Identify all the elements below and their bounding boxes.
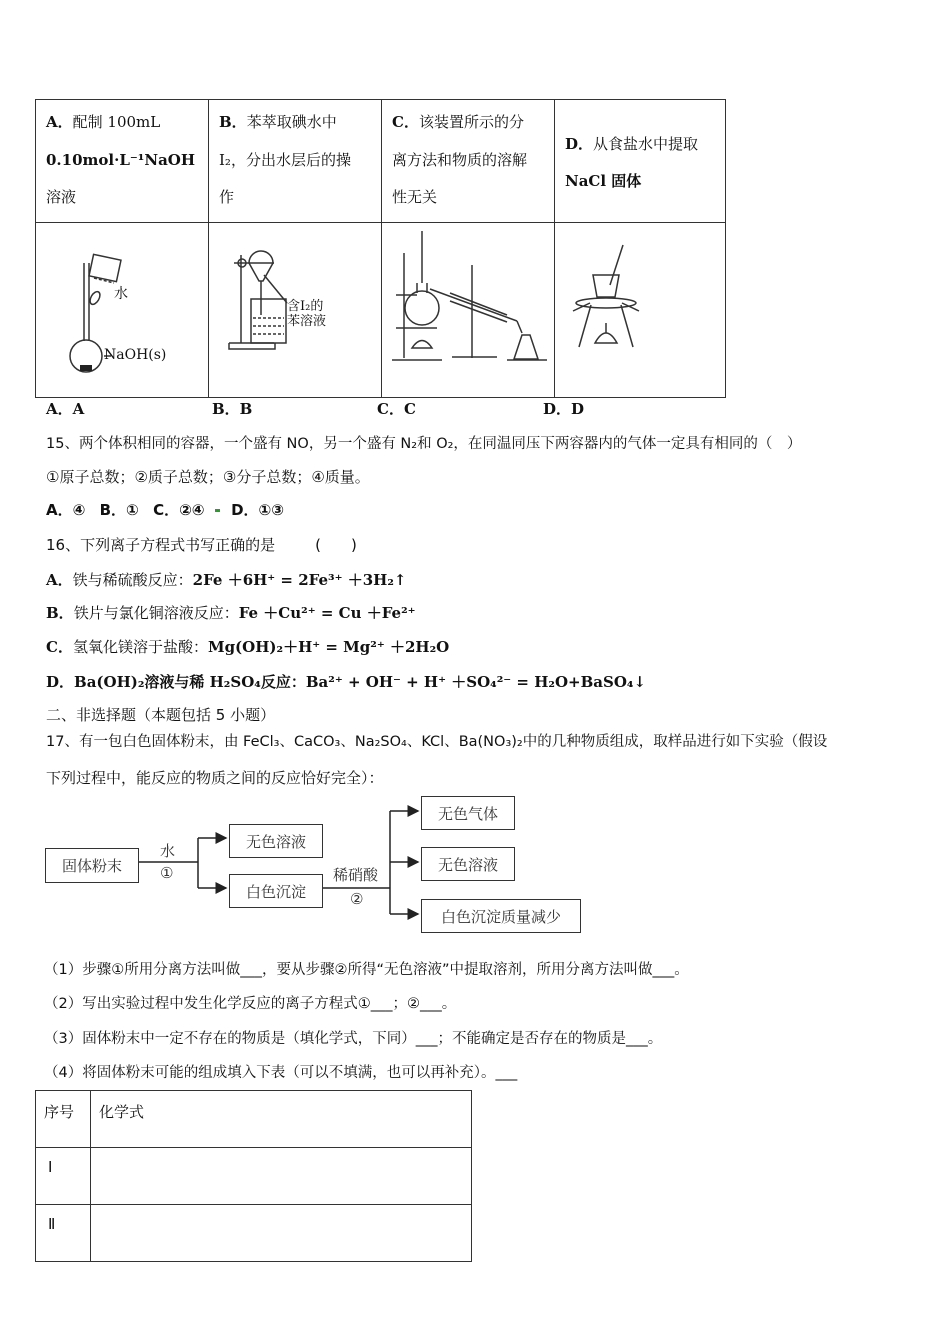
iodine-solution-label: 含I₂的 苯溶液 xyxy=(287,299,327,329)
q14-option-d-text: D．从食盐水中提取 NaCl 固体 xyxy=(555,100,726,223)
q14-option-b-text: B．苯萃取碘水中 I₂，分出水层后的操 作 xyxy=(209,100,382,223)
q17-sub-4: （4）将固体粉末可能的组成填入下表（可以不填满，也可以再补充）。___ xyxy=(44,1065,518,1081)
q17-composition-table xyxy=(35,1090,472,1262)
q15-stem: 15、两个体积相同的容器，一个盛有 NO，另一个盛有 N₂和 O₂，在同温同压下两容器内的气体一定具有相同的（ ） xyxy=(46,436,802,452)
flow-box-colorless-solution-2: 无色溶液 xyxy=(421,847,515,881)
q15-choice-c[interactable]: C．②④ xyxy=(153,501,205,519)
table-row xyxy=(36,1205,472,1262)
naoh-label: NaOH(s) xyxy=(104,347,167,363)
water-label: 水 xyxy=(114,286,128,302)
table-row xyxy=(36,1148,472,1205)
flow-box-colorless-gas: 无色气体 xyxy=(421,796,515,830)
q15-choice-b[interactable]: B．① xyxy=(99,501,139,519)
flow-step2-num: ② xyxy=(350,890,364,908)
flow-box-precipitate-mass-decrease: 白色沉淀质量减少 xyxy=(421,899,581,933)
q15-choice-a[interactable]: A．④ xyxy=(46,501,86,519)
flow-step1-num: ① xyxy=(160,864,174,882)
q17-sub-2: （2）写出实验过程中发生化学反应的离子方程式①___；②___。 xyxy=(44,996,457,1012)
q16-choice-d[interactable]: D．Ba(OH)₂溶液与稀 H₂SO₄反应：Ba²⁺ + OH⁻ + H⁺ ＋SO₄²⁻ = H₂O+BaSO₄↓ xyxy=(46,673,647,691)
q15-choice-d[interactable]: D．①③ xyxy=(231,501,284,519)
table-row-formula-input[interactable] xyxy=(91,1148,472,1205)
q17-stem-line2: 下列过程中，能反应的物质之间的反应恰好完全）： xyxy=(46,769,384,787)
q16-choice-c[interactable]: C．氢氧化镁溶于盐酸：Mg(OH)₂＋H⁺ = Mg²⁺ ＋2H₂O xyxy=(46,638,450,656)
flow-box-solid-powder: 固体粉末 xyxy=(45,848,139,883)
q14-choice-a[interactable]: A．A xyxy=(46,400,85,418)
q14-option-c-text: C．该装置所示的分 离方法和物质的溶解 性无关 xyxy=(382,100,555,223)
q14-choice-b[interactable]: B．B xyxy=(212,400,253,418)
q17-sub-3: （3）固体粉末中一定不存在的物质是（填化学式，下同）___；不能确定是否存在的物质是___。 xyxy=(44,1031,663,1047)
table-row-formula-input[interactable] xyxy=(91,1205,472,1262)
table-header-row xyxy=(36,1091,472,1148)
q14-option-a-text: A．配制 100mL 0.10mol·L⁻¹NaOH 溶液 xyxy=(36,100,209,223)
q16-stem: 16、下列离子方程式书写正确的是 ( ) xyxy=(46,536,357,554)
flow-step1-reagent: 水 xyxy=(160,842,176,860)
flow-box-white-precipitate: 白色沉淀 xyxy=(229,874,323,908)
q16-choice-a[interactable]: A．铁与稀硫酸反应：2Fe ＋6H⁺ = 2Fe³⁺ ＋3H₂↑ xyxy=(46,571,407,589)
table-row-index: Ⅱ xyxy=(36,1205,91,1262)
table-header-formula: 化学式 xyxy=(91,1091,472,1148)
section2-heading: 二、非选择题（本题包括 5 小题） xyxy=(46,706,276,724)
flow-step2-reagent: 稀硝酸 xyxy=(333,866,379,884)
q16-choice-b[interactable]: B．铁片与氯化铜溶液反应：Fe ＋Cu²⁺ = Cu ＋Fe²⁺ xyxy=(46,604,416,622)
q15-items: ①原子总数；②质子总数；③分子总数；④质量。 xyxy=(46,468,370,486)
q17-stem-line1: 17、有一包白色固体粉末，由 FeCl₃、CaCO₃、Na₂SO₄、KCl、Ba(NO₃)₂中的几种物质组成，取样品进行如下实验（假设 xyxy=(46,734,828,750)
flow-box-colorless-solution-1: 无色溶液 xyxy=(229,824,323,858)
q17-sub-1: （1）步骤①所用分离方法叫做___，要从步骤②所得“无色溶液”中提取溶剂，所用分离方法叫做___。 xyxy=(44,962,689,978)
q14-choice-c[interactable]: C．C xyxy=(377,400,416,418)
table-header-index: 序号 xyxy=(36,1091,91,1148)
table-row-index: Ⅰ xyxy=(36,1148,91,1205)
q14-choice-d[interactable]: D．D xyxy=(543,400,585,418)
